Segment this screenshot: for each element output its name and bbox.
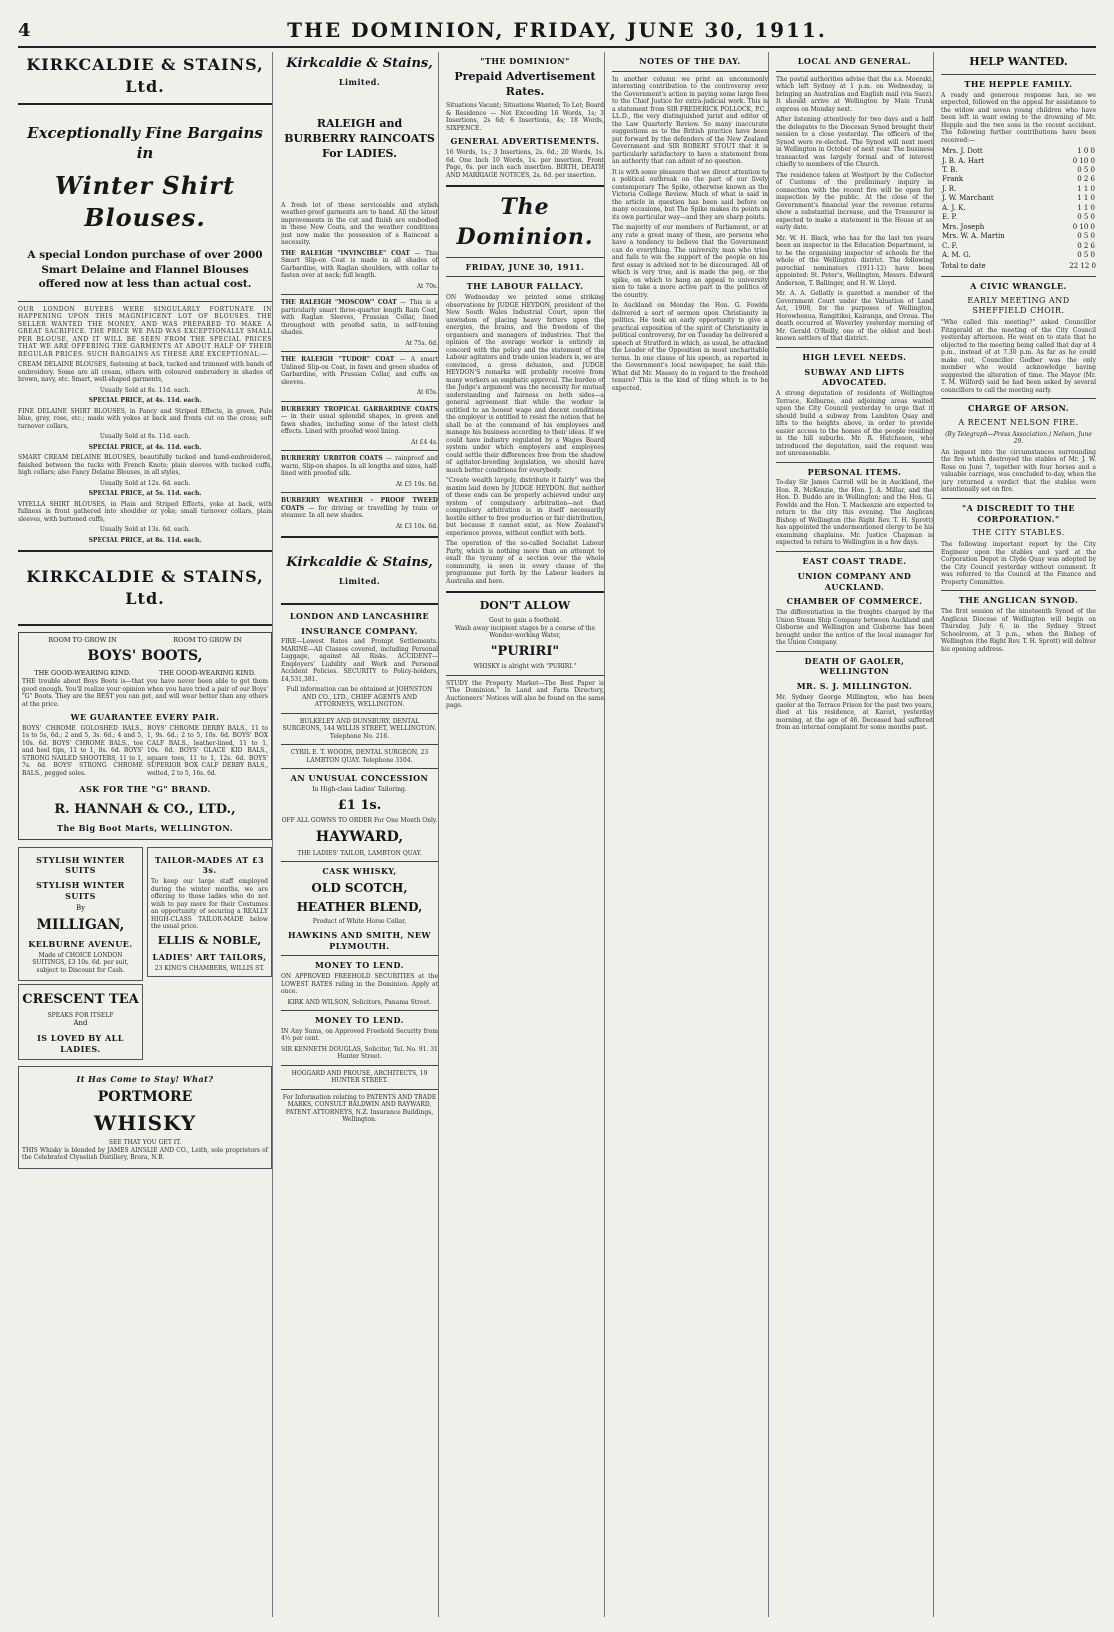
purchase-banner: A special London purchase of over 2000 Smart Delaine and Flannel Blouses offered now at less than actual cost. <box>27 249 263 290</box>
cask-whisky-ad: CASK WHISKY, OLD SCOTCH, HEATHER BLEND, Product of White Horse Cellar, HAWKINS AND SMITH, NEW PLYMOUTH. <box>287 866 431 951</box>
boys-title: BOYS' BOOTS, <box>87 648 203 665</box>
tailor-ad: TAILOR-MADES AT £3 3s. To keep our large staff employed during the winter months, we are offering to those ladies who do not wish to pay more for their Costumes an opportunity of securing a REALLY HIGH-CLASS TAILOR-MADE below the usual price. ELLIS & NOBLE, LADIES' ART TAILORS, 23 KING'S CHAMBERS, WILLIS ST. <box>147 847 272 977</box>
subscription-row: A. J. K. 1 1 0 <box>942 203 1095 212</box>
column-kirkcaldie-ad <box>18 52 273 1617</box>
coat-item: THE RALEIGH "TUDOR" COAT — A smart Unlined Slip-on Coat, in fawn and green shades of Garbardine, with Prussian Collar, and cuffs on sleeves. At 65s. <box>281 356 438 397</box>
subscription-row: T. B. 0 5 0 <box>942 166 1095 175</box>
column-notes: NOTES OF THE DAY. In another column we print an uncommonly interesting contribution to the controversy over the Government's action in paying some large fees to the Chief Justice for extra-judicial work. This is a statement from SIR FREDERICK POLLOCK, P.C., LL.D., the very distinguished jurist and editor of the Law Quarterly Review. So many inaccurate suggestions as to the British practice have been put forward by the defenders of the New Zealand Government and SIR ROBERT STOUT that it is particularly satisfactory to have a statement from an authority that can admit of no question. It is with some pleasure that we direct attention to a political outbreak on the part of our lively contemporary The Spike, otherwise known as the Victoria College Review. Much of what is said in the article in question has been said before on many occasions, but The Spike makes its points in its own particular way—and they are sharp points. The majority of our members of Parliament, or at any rate a great many of them, are persons who have a tendency to believe that the Government can do everything. The university man who tries and fails to win the support of the people on his first essay is advised not to be discouraged. All of which is very true, and is made the peg, or the spike, on which to hang an appeal to university men to take a more active part in the politics of the country. In Auckland on Monday the Hon. G. Fowlds delivered a sort of sermon upon Christianity in politics. He took an early opportunity to give a practical exposition of the spirit of Christianity in political controversy, for on Tuesday he delivered a speech at Stratford in which, as usual, he attacked the Leader of the Opposition in most uncharitable terms. In one clause of his speech, as reported in the Government's local newspaper, he said this: What did Mr. Massey do in regard to the freehold tenure? This is the kind of thing which is to be expected. <box>612 52 769 1617</box>
coat-item: BURBERRY URBITOR COATS — rainproof and warm, Slip-on shapes. In all lengths and sizes, half-lined with proofed silk. At £5 19s. 6d. <box>281 455 438 488</box>
subscription-row: E. P. 0 5 0 <box>942 213 1095 222</box>
corporation-heading: "A DISCREDIT TO THE CORPORATION." <box>962 502 1075 524</box>
column-editorial: "THE DOMINION" Prepaid Advertisement Rates. Situations Vacant; Situations Wanted; To Let; Board & Residence — Not Exceeding 16 Words, 1s; 3 Insertions, 2s 6d; 6 Insertions, 4s; 18 Words, SIXPENCE. GENERAL ADVERTISEMENTS. 16 Words, 1s.; 3 Insertions, 2s. 6d.; 20 Words, 1s. 6d. One Inch 10 Words, 1s. per insertion. Front Page, 6s. per inch each insertion. BIRTH, DEATH AND MARRIAGE NOTICES, 2s. 6d. per insertion. The Dominion. FRIDAY, JUNE 30, 1911. THE LABOUR FALLACY. ON Wednesday we printed some striking observations by JUDGE HEYDON, president of the New South Wales Industrial Court, upon the unwisdom of placing heavy fetters upon the energies, the brains, and the freedom of the organisers and managers of industries. That the opinion of the average worker is entirely in concord with the policy and the statement of the Labour agitators and trade union leaders is, we are convinced, a gross delusion, and JUDGE HEYDON'S remarks will probably receive from many workers an emphatic approval. The burden of the Judge's argument was the necessity for mutual understanding and fairness on both sides—a general agreement that while the worker is entitled to an honest wage and decent conditions the employer is entitled to resist the notion that he shall be at the command of his employees and manage his business according to their ideas. If we could have industry regulated by a Wages Board system under which employers and employees could settle their differences free from the shadow of agitator-breeding legislation, we should have much better conditions for everybody. "Create wealth largely, distribute it fairly" was the maxim laid down by JUDGE HEYDON. But neither of these ends can be properly achieved under any system of compulsory arbitration—not that compulsory arbitration is in itself necessarily hostile either to free production or fair distribution, but because it cannot exist, as New Zealand's experience proves, without conflict with both. The operation of the so-called Socialist Labour Party, which is nothing more than an attempt to exalt the tyranny of a section over the whole community, is seen in every clause of the programme put forth by the Labour leaders in Australia and here. DON'T ALLOW Gout to gain a foothold. Wash away incipient stages by a course of the Wonder-working Water, "PURIRI" WHISKY is alright with "PURIRI." STUDY the Property Market—The Best Paper is "The Dominion." In Land and Farm Directory, Auctioneers' Notices will also be found on the same page. <box>446 52 605 1617</box>
dental-ad: BULKELEY AND DUNSBURY, DENTAL SURGEONS, 144 WILLIS STREET, WELLINGTON. Telephone No. 216. <box>282 717 437 740</box>
subscription-row: J. R. 1 1 0 <box>942 184 1095 193</box>
coat-item: BURBERRY WEATHER - PROOF TWEED COATS — for driving or travelling by train or steamer. In all new shades. At £3 10s. 6d. <box>281 497 438 530</box>
subscription-table <box>941 147 1096 260</box>
local-heading: LOCAL AND GENERAL. <box>797 56 912 66</box>
subscription-row: Mrs. J. Dott 1 0 0 <box>942 147 1095 156</box>
subscription-row: Mrs. W. A. Martin 0 5 0 <box>942 232 1095 241</box>
help-heading: HELP WANTED. <box>969 55 1068 68</box>
money-ad: MONEY TO LEND. ON APPROVED FREEHOLD SECURITIES at the LOWEST RATES ruling in the Dominion. Apply at once. KIRK AND WILSON, Solicitors, Panama Street. <box>281 960 438 1006</box>
bargain-headline: Winter Shirt Blouses. <box>54 170 236 233</box>
crescent-tea-ad: CRESCENT TEA SPEAKS FOR ITSELF And IS LOVED BY ALL LADIES. <box>18 984 143 1060</box>
synod-heading: THE ANGLICAN SYNOD. <box>958 595 1079 606</box>
coat-item: BURBERRY TROPICAL GARBARDINE COATS — in their usual splendid shapes, in green and fawn shades, including some of the latest cloth effects. Lined with proofed wool lining. At £4 4s. <box>281 405 438 446</box>
bargain-line: Exceptionally Fine Bargains in <box>27 124 263 163</box>
civic-heading: A CIVIC WRANGLE. <box>970 280 1067 291</box>
blouse-item: VIYELLA SHIRT BLOUSES, in Plain and Striped Effects, yoke at back, with fullness in front gathered into shoulder or yoke; small turnover collars, plain sleeves, with buttoned cuffs, Usually Sold at 13s. 6d. each. SPECIAL PRICE, at 8s. 11d. each. <box>18 500 272 544</box>
subscription-row: C. F. 0 2 6 <box>942 241 1095 250</box>
money-ad-2: MONEY TO LEND. IN Any Sums, on Approved Freehold Security from 4½ per cent. SIR KENNETH DOUGLAS, Solicitor, Tel. No. 91. 31 Hunter Street. <box>281 1015 438 1061</box>
hayward-ad: AN UNUSUAL CONCESSION In High-class Ladies' Tailoring. £1 1s. OFF ALL GOWNS TO ORDER For One Month Only. HAYWARD, THE LADIES' TAILOR, LAMBTON QUAY. <box>281 773 438 857</box>
paper-title: The Dominion. <box>456 194 594 250</box>
subscription-row: J. W. Marchant 1 1 0 <box>942 194 1095 203</box>
architects-ad: HOGGARD AND PROUSE, ARCHITECTS, 19 HUNTER STREET. <box>291 1069 428 1085</box>
patents-ad: For Information relating to PATENTS AND TRADE MARKS, CONSULT BALDWIN AND RAYWARD, PATENT ATTORNEYS, N.Z. Insurance Buildings, Wellington. <box>282 1093 437 1124</box>
blouse-item: CREAM DELAINE BLOUSES, fastening at back, tucked and trimmed with bands of embroidery. Some are all cream, others with coloured embroidery in shades of brown, navy, etc. Smart, well-shaped garments, Usually Sold at 8s. 11d. each. SPECIAL PRICE, at 4s. 11d. each. <box>18 361 272 405</box>
property-notice: STUDY the Property Market—The Best Paper is "The Dominion." In Land and Farm Directory, Auctioneers' Notices will also be found on the same page. <box>446 679 604 710</box>
firm-name-3: Kirkcaldie & Stains, <box>286 56 433 71</box>
subscription-row: Frank 0 2 6 <box>942 175 1095 184</box>
arson-heading: CHARGE OF ARSON. <box>967 403 1070 414</box>
masthead-bar <box>18 18 1096 48</box>
dental-ad-2: CYRIL E. T. WOODS, DENTAL SURGEON, 23 LAMBTON QUAY. Telephone 3104. <box>290 749 429 764</box>
subscription-row: J. B. A. Hart 0 10 0 <box>942 156 1095 165</box>
portmore-whisky-ad: It Has Come to Stay! What? PORTMORE WHISKY SEE THAT YOU GET IT. THIS Whisky is blended by JAMES AINSLIE AND CO., Leith, sole proprietors of the Celebrated Clynelish Distillery, Brora, N.B. <box>18 1066 272 1168</box>
firm-name: KIRKCALDIE & STAINS, Ltd. <box>26 55 264 96</box>
rates-title: "THE DOMINION" <box>480 56 570 66</box>
editorial-date: FRIDAY, JUNE 30, 1911. <box>465 261 585 272</box>
subscription-row: A. M. G. 0 5 0 <box>942 250 1095 259</box>
high-level-heading: HIGH LEVEL NEEDS. <box>802 351 907 362</box>
death-heading: DEATH OF GAOLER, WELLINGTON <box>804 655 905 677</box>
east-coast-heading: EAST COAST TRADE. <box>802 555 907 566</box>
column-raincoats-ads: Kirkcaldie & Stains, Limited. RALEIGH and BURBERRY RAINCOATS For LADIES. A fresh lot of these serviceable and stylish weather-proof garments are to hand. All the latest improvements in the cut and finish are embodied in these New Coats, and the weather conditions just now make the possession of a Raincoat a necessity. THE RALEIGH "INVINCIBLE" COAT — This Smart Slip-on Coat is made in all shades of Garbardine, with Raglan shoulders, with collar to fasten over at neck; full length. At 70s. THE RALEIGH "MOSCOW" COAT — This is a particularly smart three-quarter length Rain Coat, with Raglan Sleeves, Prussian Collar, lined throughout with proofed satin, in self-toning shades. At 75s. 6d. THE RALEIGH "TUDOR" COAT — A smart Unlined Slip-on Coat, in fawn and green shades of Garbardine, with Prussian Collar, and cuffs on sleeves. At 65s. BURBERRY TROPICAL GARBARDINE COATS — in their usual splendid shapes, in green and fawn shades, including some of the latest cloth effects. Lined with proofed wool lining. At £4 4s. BURBERRY URBITOR COATS — rainproof and warm, Slip-on shapes. In all lengths and sizes, half-lined with proofed silk. At £5 19s. 6d. BURBERRY WEATHER - PROOF TWEED COATS — for driving or travelling by train or steamer. In all new shades. At £3 10s. 6d. Kirkcaldie & Stains, Limited. LONDON AND LANCASHIRE INSURANCE COMPANY. FIRE—Lowest Rates and Prompt Settlements. MARINE—All Classes covered, including Personal Luggage, against All Risks. ACCIDENT—Employers' Liability and Work and Personal Accident Policies. SECURITY to Policy-holders, £4,531,381. Full information can be obtained at JOHNSTON AND CO., LTD., CHIEF AGENTS AND ATTORNEYS, WELLINGTON. BULKELEY AND DUNSBURY, DENTAL SURGEONS, 144 WILLIS STREET, WELLINGTON. Telephone No. 216. CYRIL E. T. WOODS, DENTAL SURGEON, 23 LAMBTON QUAY. Telephone 3104. AN UNUSUAL CONCESSION In High-class Ladies' Tailoring. £1 1s. OFF ALL GOWNS TO ORDER For One Month Only. HAYWARD, THE LADIES' TAILOR, LAMBTON QUAY. CASK WHISKY, OLD SCOTCH, HEATHER BLEND, Product of White Horse Cellar, HAWKINS AND SMITH, NEW PLYMOUTH. MONEY TO LEND. ON APPROVED FREEHOLD SECURITIES at the LOWEST RATES ruling in the Dominion. Apply at once. KIRK AND WILSON, Solicitors, Panama Street. MONEY TO LEND. IN Any Sums, on Approved Freehold Security from 4½ per cent. SIR KENNETH DOUGLAS, Solicitor, Tel. No. 91. 31 Hunter Street. HOGGARD AND PROUSE, ARCHITECTS, 19 HUNTER STREET. For Information relating to PATENTS AND TRADE MARKS, CONSULT BALDWIN AND RAYWARD, PATENT ATTORNEYS, N.Z. Insurance Buildings, Wellington. <box>281 52 439 1617</box>
column-news: HELP WANTED. THE HEPPLE FAMILY. A ready and generous response has, so we expected, followed on the appeal for assistance to the widow and seven young children who have been left in want owing to the drowning of Mr. Hepple and the two sons in the recent accident. The following further contributions have been received:— Mrs. J. Dott 1 0 0 J. B. A. Hart 0 10 0 T. B. 0 5 0 Frank 0 2 6 J. R. 1 1 0 J. W. Marchant 1 1 0 A. J. K. 1 1 0 E. P. 0 5 0 Mrs. Joseph 0 10 0 Mrs. W. A. Martin 0 5 0 C. F. 0 2 6 A. M. G. 0 5 0 Total to date 22 12 0 A CIVIC WRANGLE. EARLY MEETING AND SHEFFIELD CHOIR. "Who called this meeting?" asked Councillor Fitzgerald at the meeting of the City Council yesterday afternoon. He went on to state that he objected to the meeting being called that day at 4 p.m., instead of at 7.30 p.m. As far as he could make out, Councillor Godber was the only member who would acknowledge having suggested the alteration of time. The Mayor (Mr. T. M. Wilford) said he had been asked by several councillors to call the meeting early. CHARGE OF ARSON. A RECENT NELSON FIRE. (By Telegraph—Press Association.) Nelson, June 29. An inquest into the circumstances surrounding the fire which destroyed the stables of Mr. J. W. Rose on June 7, together with four horses and a valuable carriage, was concluded to-day, when the jury returned a verdict that the stables were intentionally set on fire. "A DISCREDIT TO THE CORPORATION." THE CITY STABLES. The following important report by the City Engineer upon the stables and yard at the Corporation Depot in Clyde Quay was adopted by the City Council yesterday without comment. It was referred to the Council at the Finance and Property Committee. THE ANGLICAN SYNOD. The first session of the nineteenth Synod of the Anglican Diocese of Wellington will begin on Thursday, July 6, in the Sydney Street Schoolroom, at 3 p.m., when the Bishop of Wellington (the Right Rev. T. H. Sprott) will deliver his opening address. <box>941 55 1096 653</box>
intro-text: OUR LONDON BUYERS WERE SINGULARLY FORTUNATE IN HAPPENING UPON THIS MAGNIFICENT LOT OF BLOUSES. THE SELLER WANTED THE MONEY, AND WAS PREPARED TO MAKE A GREAT SACRIFICE. THE PRICE WE PAID WAS EXCEPTIONALLY SMALL PER BLOUSE, AND IT WILL BE SEEN FROM THE SPECIAL PRICES THAT WE ARE OFFERING THE GARMENTS AT ABOUT HALF OF THEIR REGULAR PRICES. SUCH BARGAINS AS THESE ARE EXCEPTIONAL:— <box>18 305 272 358</box>
coat-item: THE RALEIGH "MOSCOW" COAT — This is a particularly smart three-quarter length Rain Coat, with Raglan Sleeves, Prussian Collar, lined throughout with proofed satin, in self-toning shades. At 75s. 6d. <box>281 299 438 347</box>
subscription-total: Total to date 22 12 0 <box>941 262 1096 271</box>
boys-boots-ad: ROOM TO GROW IN ROOM TO GROW IN BOYS' BOOTS, THE GOOD-WEARING KIND. THE GOOD-WEARING KIND. THE trouble about Boys Boots is—that you have never been able to get them good enough. You'll realize your opinion when you have tried a pair of our Boys' "G" Boots. They are the BEST you can get, and will wear better than any others at the price. WE GUARANTEE EVERY PAIR. BOYS' CHROME GOLOSHED BALS., 1s to 5s, 6d.; 2 and 5, 3s. 6d.; 4 and 5, 10s. 6d. BOYS' CHROME BALS., toe and heel tips, 11 to 1, 8s. 6d. BOYS' STRONG NAILED SHOOTERS, 11 to 1, 7s. 6d. BOYS' STRONG CHROME BALS., pegged soles. BOYS' CHROME DERBY BALS., 11 to 1, 9s. 6d.; 2 to 5, 10s. 6d. BOYS' BOX CALF BALS., leather-lined, 11 to 1, 10s. 6d. BOYS' GLACE KID BALS., square toes, 11 to 1, 12s. 6d. BOYS' SUPERIOR BOX CALF DERBY BALS., welted, 2 to 5, 16s. 6d. ASK FOR THE "G" BRAND. R. HANNAH & CO., LTD., The Big Boot Marts, WELLINGTON. <box>18 632 272 840</box>
firm-name-2: KIRKCALDIE & STAINS, Ltd. <box>26 567 264 609</box>
column-local-general: LOCAL AND GENERAL. The postal authorities advise that the s.s. Moeraki, which left Sydney at 1 p.m. on Wednesday, is bringing an Australian and English mail (via Suez). It should arrive at Wellington by Main Trunk express on Monday next. After listening attentively for two days and a half the delegates to the Diocesan Synod brought their session to a close yesterday. The officers of the Synod were re-elected. The Synod will next meet in Wellington in October of next year. The business transacted was largely formal and of interest chiefly to members of the Church. The residence taken at Westport by the Collector of Customs of the preliminary inquiry in connection with the recent fire will be open for inspection by the public. At the close of the Government's financial year the revenue returns show a substantial increase, and the Treasurer is expected to make a statement in the House at an early date. Mr. W. H. Black, who has for the last ten years been an inspector in the Education Department, is to be the organising inspector of schools for the whole of the Wellington district. The following parochial nominators (1911-12) have been appointed: St. Peter's, Wellington, Messrs. Edward Anderson, T. Ballinger, and H. W. Lloyd. Mr. A. A. Gellatly is gazetted a member of the Government Court under the Valuation of Land Act, 1908, for the purposes of Wellington, Horowhenua, Rangitikei, Kairanga, and Oroua. The death occurred at Waverley yesterday morning of Mr. Gerald O'Reilly, one of the oldest and best-known settlers of that district. HIGH LEVEL NEEDS. SUBWAY AND LIFTS ADVOCATED. A strong deputation of residents of Wellington Terrace, Kelburne, and adjoining areas waited upon the City Council yesterday to urge that it should build a subway from Lambton Quay and lifts to the heights above, in order to provide easier access to the homes of the people residing in the hill suburbs. Mr. R. Hutcheson, who introduced the deputation, said the request was not unreasonable. PERSONAL ITEMS. To-day Sir James Carroll will be in Auckland, the Hon. R. McKenzie, the Hon. J. A. Millar, and the Hon. D. Buddo are in Wellington; and the Hon. G. Fowlds and the Hon. T. Mackenzie are expected to return to the city this evening. The Anglican Bishop of Wellington (the Right Rev. T. H. Sprott) has appointed the undermentioned clergy to be his examining chaplains. Mr. Justice Chapman is expected to return to Wellington in a few days. EAST COAST TRADE. UNION COMPANY AND AUCKLAND. CHAMBER OF COMMERCE. The differentiation in the freights charged by the Union Steam Ship Company between Auckland and Gisborne and Wellington and Gisborne has been brought under the notice of the local manager for the Union Company. DEATH OF GAOLER, WELLINGTON MR. S. J. MILLINGTON. Mr. Sydney George Millington, who has been gaoler at the Terrace Prison for the past two years, died at his residence, at Karori, yesterday morning, at the age of 46. Deceased had suffered from an internal complaint for some months past. <box>776 52 934 1617</box>
milligan-ad: STYLISH WINTER SUITS STYLISH WINTER SUITS By MILLIGAN, KELBURNE AVENUE. Made of CHOICE LONDON SUITINGS, £3 10s. 6d. per suit, subject to Discount for Cash. <box>18 847 143 982</box>
personal-heading: PERSONAL ITEMS. <box>807 466 902 477</box>
coat-item: THE RALEIGH "INVINCIBLE" COAT — This Smart Slip-on Coat is made in all shades of Garbardine, with Raglan shoulders, with collar to fasten over at neck; full length. At 70s. <box>281 249 438 290</box>
puriri-ad: DON'T ALLOW Gout to gain a foothold. Wash away incipient stages by a course of the Wonder-working Water, "PURIRI" WHISKY is alright with "PURIRI." <box>454 599 596 671</box>
page-number: 4 <box>18 20 31 41</box>
editorial-heading: THE LABOUR FALLACY. <box>466 281 584 292</box>
hannah-firm: R. HANNAH & CO., LTD., <box>54 802 236 818</box>
insurance-ad: LONDON AND LANCASHIRE INSURANCE COMPANY. FIRE—Lowest Rates and Prompt Settlements. MARINE—All Classes covered, including Personal Luggage, against All Risks. ACCIDENT—Employers' Liability and Work and Personal Accident Policies. SECURITY to Policy-holders, £4,531,381. Full information can be obtained at JOHNSTON AND CO., LTD., CHIEF AGENTS AND ATTORNEYS, WELLINGTON. <box>281 610 438 709</box>
subscription-row: Mrs. Joseph 0 10 0 <box>942 222 1095 231</box>
raincoats-headline: RALEIGH and BURBERRY RAINCOATS For LADIES. <box>284 117 435 161</box>
masthead-title: THE DOMINION, FRIDAY, JUNE 30, 1911. <box>287 18 827 42</box>
blouse-item: SMART CREAM DELAINE BLOUSES, beautifully tucked and hand-embroidered, finished between the tucks with French Knots; plain sleeves with tucked cuffs, high collars; also Fancy Delaine Blouses, in all styles, Usually Sold at 12s. 6d. each. SPECIAL PRICE, at 5s. 11d. each. <box>18 454 272 498</box>
rates-heading: Prepaid Advertisement Rates. <box>454 69 596 98</box>
notes-heading: NOTES OF THE DAY. <box>639 56 741 66</box>
blouse-item: FINE DELAINE SHIRT BLOUSES, in Fancy and Striped Effects, in green, Pale blue, grey, rose, etc.; made with yokes at back and fronts cut on the cross; soft turnover collars, Usually Sold at 8s. 11d. each. SPECIAL PRICE, at 4s. 11d. each. <box>18 407 272 451</box>
